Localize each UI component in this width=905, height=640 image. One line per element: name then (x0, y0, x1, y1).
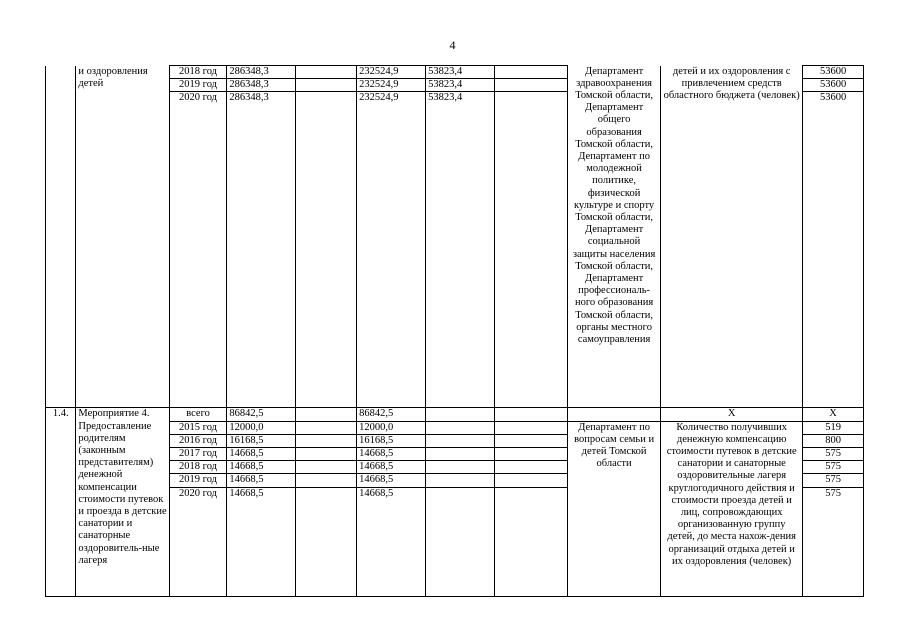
program-table (45, 65, 864, 597)
total-cell: 14668,5 (227, 461, 296, 474)
total-cell: 286348,3 (227, 66, 296, 79)
regional-cell: 232524,9 (357, 92, 426, 408)
year-cell: 2018 год (169, 66, 227, 79)
year-cell: 2019 год (169, 474, 227, 487)
regional-cell: 232524,9 (357, 79, 426, 92)
year-cell: 2015 год (169, 421, 227, 434)
indicator-cell: детей и их оздоровления с привлечением средств областного бюджета (человек) (661, 66, 803, 408)
total-cell: 16168,5 (227, 434, 296, 447)
value-cell: 53600 (803, 92, 864, 408)
table-row (46, 421, 864, 434)
other-cell: 53823,4 (426, 79, 495, 92)
page-number: 4 (449, 38, 456, 52)
value-cell: 575 (803, 448, 864, 461)
value-cell: 519 (803, 421, 864, 434)
value-cell: 53600 (803, 66, 864, 79)
regional-cell: 16168,5 (357, 434, 426, 447)
activity-name: и оздоровления детей (76, 66, 169, 408)
executors-cell: Департамент по вопросам семьи и детей Томской области (567, 421, 660, 596)
year-cell: 2016 год (169, 434, 227, 447)
regional-cell: 14668,5 (357, 448, 426, 461)
table-row (46, 66, 864, 79)
table-row (46, 408, 864, 421)
total-cell: 86842,5 (227, 408, 296, 421)
value-cell: 53600 (803, 79, 864, 92)
total-cell: 14668,5 (227, 448, 296, 461)
year-cell: 2020 год (169, 487, 227, 596)
regional-cell: 232524,9 (357, 66, 426, 79)
other-cell: 53823,4 (426, 66, 495, 79)
value-cell: 800 (803, 434, 864, 447)
year-cell: 2019 год (169, 79, 227, 92)
activity-name: Мероприятие 4. Предоставление родителям (законным представителям) денежной компенсации стоимости путевок и проезда в детские санатории и санаторные оздоровитель-ные лагеря (76, 408, 169, 596)
total-cell: 14668,5 (227, 487, 296, 596)
total-cell: 286348,3 (227, 92, 296, 408)
value-cell: X (803, 408, 864, 421)
year-cell: 2018 год (169, 461, 227, 474)
total-cell: 286348,3 (227, 79, 296, 92)
total-cell: 14668,5 (227, 474, 296, 487)
total-cell: 12000,0 (227, 421, 296, 434)
year-cell: 2017 год (169, 448, 227, 461)
regional-cell: 14668,5 (357, 487, 426, 596)
item-number: 1.4. (46, 408, 76, 596)
year-cell: всего (169, 408, 227, 421)
indicator-cell: X (661, 408, 803, 421)
value-cell: 575 (803, 487, 864, 596)
executors-cell: Департамент здравоохранения Томской области, Департамент общего образования Томской области, Департамент по молодежной политике, физической культуре и спорту Томской области, Департамент социальной защиты населения Томской области, Департамент профессиональ-ного образования Томской области, органы местного самоуправления (567, 66, 660, 408)
regional-cell: 86842,5 (357, 408, 426, 421)
regional-cell: 14668,5 (357, 461, 426, 474)
regional-cell: 14668,5 (357, 474, 426, 487)
value-cell: 575 (803, 461, 864, 474)
indicator-cell: Количество получивших денежную компенсацию стоимости путевок в детские санатории и санаторные оздоровительные лагеря круглогодичного действия и стоимости проезда детей и лиц, сопровождающих организованную группу детей, до места нахож-дения организаций отдыха детей и их оздоровления (человек) (661, 421, 803, 596)
value-cell: 575 (803, 474, 864, 487)
regional-cell: 12000,0 (357, 421, 426, 434)
other-cell: 53823,4 (426, 92, 495, 408)
year-cell: 2020 год (169, 92, 227, 408)
